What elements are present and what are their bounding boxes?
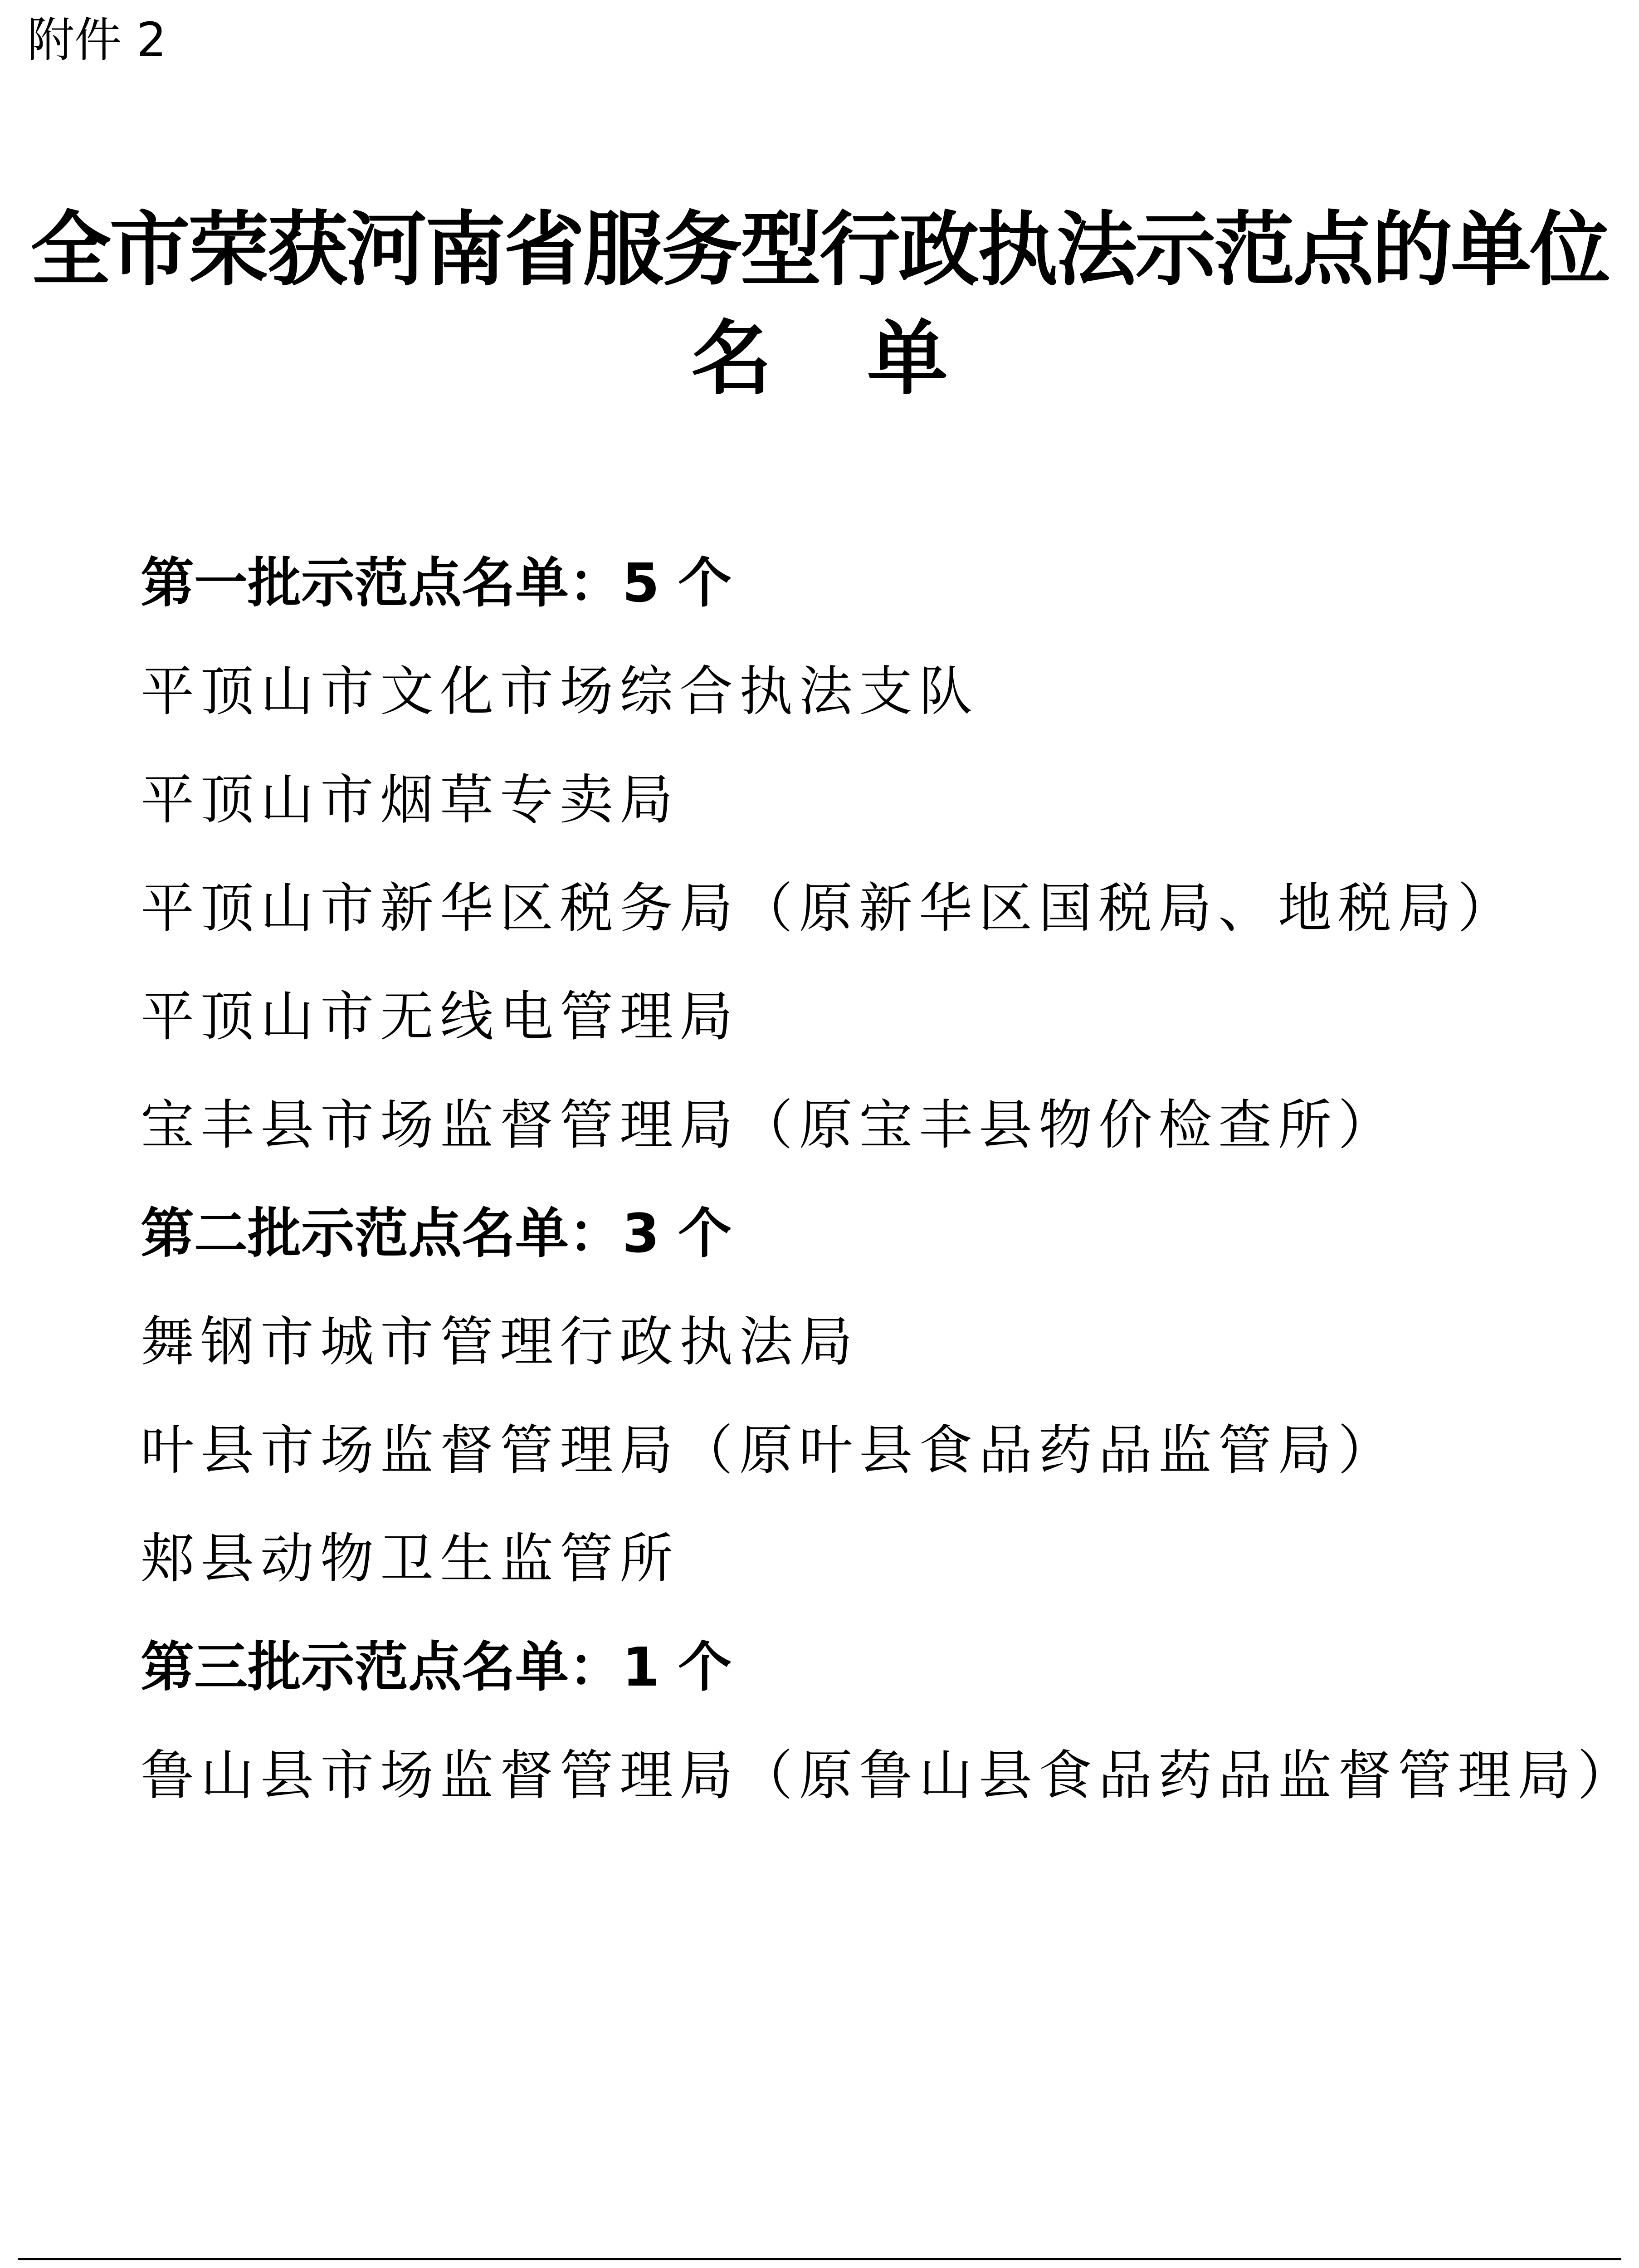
list-item: 叶县市场监督管理局（原叶县食品药品监管局） [141,1419,1398,1481]
list-item: 平顶山市新华区税务局（原新华区国税局、地税局） [141,877,1518,939]
footer-rule-top [18,2258,1621,2260]
list-item: 宝丰县市场监督管理局（原宝丰县物价检查所） [141,1094,1398,1156]
list-item: 舞钢市城市管理行政执法局 [141,1310,859,1373]
list-item: 鲁山县市场监督管理局（原鲁山县食品药品监督管理局） [141,1744,1638,1807]
batch-heading-2: 第二批示范点名单：3 个 [141,1202,732,1265]
batch-heading-3: 第三批示范点名单：1 个 [141,1636,732,1698]
list-item: 平顶山市无线电管理局 [141,985,740,1048]
document-title-line2: 名单 [691,311,1043,406]
list-item: 平顶山市烟草专卖局 [141,768,680,831]
list-item: 平顶山市文化市场综合执法支队 [141,660,979,723]
document-title: 全市荣获河南省服务型行政执法示范点的单位 [30,202,1609,297]
batch-list [141,538,1637,1838]
list-item: 郏县动物卫生监管所 [141,1527,680,1590]
batch-heading-1: 第一批示范点名单：5 个 [141,552,732,614]
attachment-label: 附件 2 [27,12,167,68]
